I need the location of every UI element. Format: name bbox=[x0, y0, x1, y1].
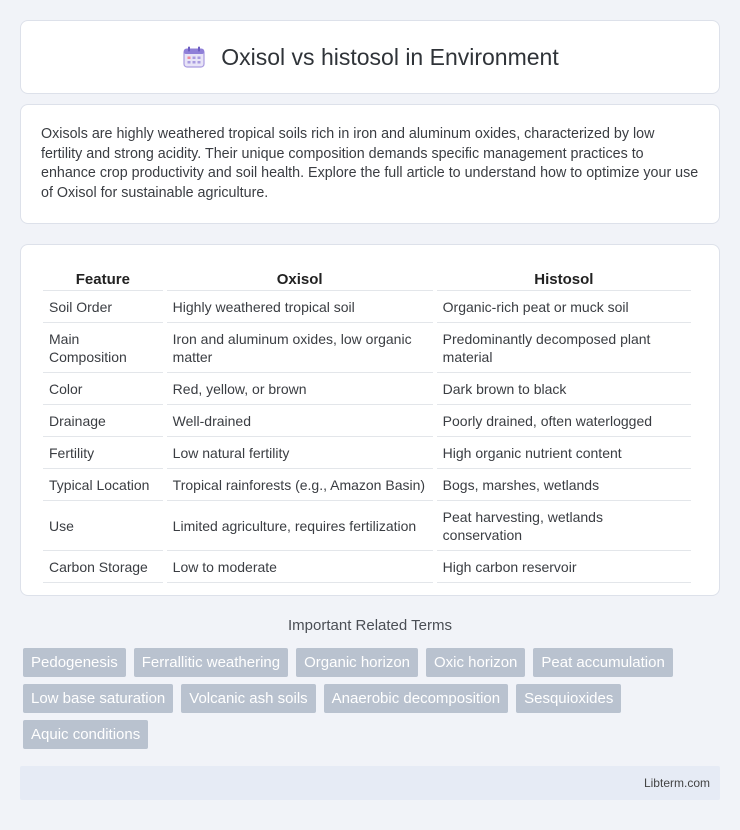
table-cell: Poorly drained, often waterlogged bbox=[437, 405, 691, 437]
comparison-table bbox=[39, 265, 695, 583]
table-cell: Fertility bbox=[43, 437, 163, 469]
term-tag[interactable]: Aquic conditions bbox=[23, 720, 148, 749]
term-tag[interactable]: Peat accumulation bbox=[533, 648, 672, 677]
term-tag[interactable]: Organic horizon bbox=[296, 648, 418, 677]
footer-site-link[interactable]: Libterm.com bbox=[643, 776, 710, 790]
table-cell: Low to moderate bbox=[167, 551, 433, 583]
table-row bbox=[43, 405, 691, 437]
header bbox=[181, 44, 558, 71]
header-card bbox=[20, 20, 720, 94]
table-cell: Highly weathered tropical soil bbox=[167, 291, 433, 323]
term-tag[interactable]: Volcanic ash soils bbox=[181, 684, 315, 713]
table-row bbox=[43, 551, 691, 583]
table-row bbox=[43, 437, 691, 469]
table-cell: Use bbox=[43, 501, 163, 551]
table-cell: Limited agriculture, requires fertilization bbox=[167, 501, 433, 551]
calendar-icon bbox=[181, 44, 207, 70]
table-cell: Typical Location bbox=[43, 469, 163, 501]
table-cell: Low natural fertility bbox=[167, 437, 433, 469]
table-cell: Dark brown to black bbox=[437, 373, 691, 405]
table-cell: High carbon reservoir bbox=[437, 551, 691, 583]
table-cell: Color bbox=[43, 373, 163, 405]
table-row bbox=[43, 469, 691, 501]
table-cell: Red, yellow, or brown bbox=[167, 373, 433, 405]
table-cell: Peat harvesting, wetlands conservation bbox=[437, 501, 691, 551]
column-header: Histosol bbox=[437, 265, 691, 291]
table-row bbox=[43, 291, 691, 323]
related-terms-list bbox=[23, 648, 723, 749]
table-header-row bbox=[43, 265, 691, 291]
term-tag[interactable]: Ferrallitic weathering bbox=[134, 648, 288, 677]
table-cell: Soil Order bbox=[43, 291, 163, 323]
table-cell: Carbon Storage bbox=[43, 551, 163, 583]
table-cell: Bogs, marshes, wetlands bbox=[437, 469, 691, 501]
table-cell: Iron and aluminum oxides, low organic matter bbox=[167, 323, 433, 373]
term-tag[interactable]: Oxic horizon bbox=[426, 648, 525, 677]
term-tag[interactable]: Low base saturation bbox=[23, 684, 173, 713]
table-cell: Organic-rich peat or muck soil bbox=[437, 291, 691, 323]
table-cell: Drainage bbox=[43, 405, 163, 437]
table-cell: Tropical rainforests (e.g., Amazon Basin) bbox=[167, 469, 433, 501]
comparison-card bbox=[20, 244, 720, 596]
column-header: Oxisol bbox=[167, 265, 433, 291]
table-cell: Well-drained bbox=[167, 405, 433, 437]
page-title: Oxisol vs histosol in Environment bbox=[221, 43, 559, 70]
footer bbox=[20, 766, 720, 800]
term-tag[interactable]: Anaerobic decomposition bbox=[324, 684, 508, 713]
table-row bbox=[43, 373, 691, 405]
table-cell: Main Composition bbox=[43, 323, 163, 373]
table-cell: High organic nutrient content bbox=[437, 437, 691, 469]
table-row bbox=[43, 501, 691, 551]
intro-text: Oxisols are highly weathered tropical soils rich in iron and aluminum oxides, characterized by low fertility and strong acidity. Their unique composition demands specific management practices to enhance crop productivity and soil health. Explore the full article to understand how to optimize your use of Oxisol for sustainable agriculture. bbox=[41, 126, 699, 201]
term-tag[interactable]: Pedogenesis bbox=[23, 648, 126, 677]
column-header: Feature bbox=[43, 265, 163, 291]
related-terms-heading: Important Related Terms bbox=[288, 617, 452, 634]
term-tag[interactable]: Sesquioxides bbox=[516, 684, 621, 713]
intro-card bbox=[20, 104, 720, 224]
table-cell: Predominantly decomposed plant material bbox=[437, 323, 691, 373]
table-row bbox=[43, 323, 691, 373]
